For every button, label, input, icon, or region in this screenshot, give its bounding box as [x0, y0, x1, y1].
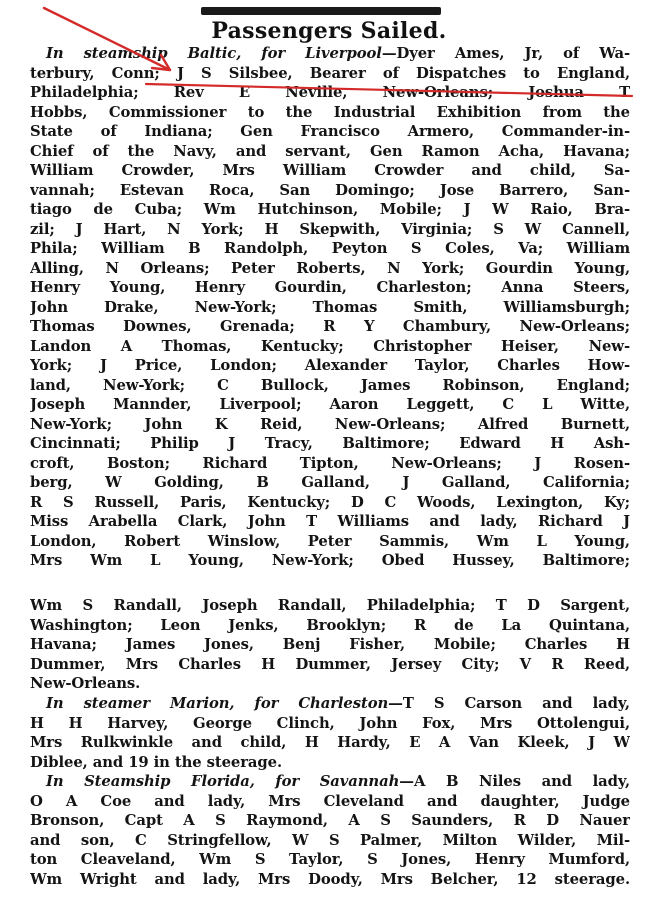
section-baltic-line-9: zil; J Hart, N York; H Skepwith, Virginia; S W Cannell, [30, 220, 630, 238]
section-baltic-line-5: Chief of the Navy, and servant, Gen Ramon Acha, Havana; [30, 142, 630, 160]
section-florida-line-5: Wm Wright and lady, Mrs Doody, Mrs Belcher, 12 steerage. [30, 870, 630, 888]
article-headline: Passengers Sailed. [211, 18, 447, 44]
section-baltic-cont-line-2: Havana; James Jones, Benj Fisher, Mobile; Charles H [30, 636, 630, 653]
section-baltic-line-10: Phila; William B Randolph, Peyton S Coles, Va; William [30, 240, 630, 257]
section-baltic-line-23: R S Russell, Paris, Kentucky; D C Woods, Lexington, Ky; [30, 493, 630, 511]
section-baltic-cont-line-4: New-Orleans. [30, 675, 141, 692]
section-marion-line-0: In steamer Marion, for Charleston—T S Carson and lady, [46, 695, 630, 712]
section-florida-line-0: In Steamship Florida, for Savannah—A B Niles and lady, [46, 773, 630, 790]
section-baltic-line-4: State of Indiana; Gen Francisco Armero, Commander-in- [30, 123, 630, 140]
section-baltic-line-6: William Crowder, Mrs William Crowder and child, Sa- [30, 162, 630, 179]
section-marion-line-3: Diblee, and 19 in the steerage. [30, 753, 283, 771]
section-baltic-line-0: In steamship Baltic, for Liverpool—Dyer Ames, Jr, of Wa- [46, 45, 630, 62]
section-baltic-line-12: Henry Young, Henry Gourdin, Charleston; Anna Steers, [30, 279, 630, 296]
section-baltic-line-24: Miss Arabella Clark, John T Williams and lady, Richard J [30, 513, 630, 530]
section-baltic-line-1: terbury, Conn; J S Silsbee, Bearer of Dispatches to England, [30, 64, 630, 82]
section-florida-line-2: Bronson, Capt A S Raymond, A S Saunders, R D Nauer [30, 812, 630, 829]
section-baltic-line-11: Alling, N Orleans; Peter Roberts, N York; Gourdin Young, [30, 259, 630, 277]
section-florida [30, 772, 630, 889]
section-baltic-line-21: croft, Boston; Richard Tipton, New-Orleans; J Rosen- [30, 454, 630, 472]
section-baltic-cont-line-3: Dummer, Mrs Charles H Dummer, Jersey City; V R Reed, [30, 655, 630, 673]
section-baltic-line-15: Landon A Thomas, Kentucky; Christopher Heiser, New- [30, 337, 630, 355]
section-florida-line-1: O A Coe and lady, Mrs Cleveland and daughter, Judge [30, 792, 630, 810]
section-marion-intro: In steamer Marion, for Charleston [46, 695, 389, 712]
section-marion [30, 694, 630, 772]
section-florida-intro: In Steamship Florida, for Savannah [46, 773, 400, 790]
section-baltic-line-18: Joseph Mannder, Liverpool; Aaron Leggett, C L Witte, [30, 396, 630, 413]
section-baltic-line-2: Philadelphia; Rev E Neville, New-Orleans; Joshua T [30, 84, 630, 101]
section-baltic-continued [30, 596, 630, 694]
section-florida-line-3: and son, C Stringfellow, W S Palmer, Milton Wilder, Mil- [30, 831, 630, 849]
section-florida-line-4: ton Cleaveland, Wm S Taylor, S Jones, Henry Mumford, [30, 851, 630, 868]
section-baltic-cont-line-0: Wm S Randall, Joseph Randall, Philadelphia; T D Sargent, [30, 597, 630, 614]
section-baltic-line-25: London, Robert Winslow, Peter Sammis, Wm L Young, [30, 532, 630, 550]
section-baltic-line-13: John Drake, New-York; Thomas Smith, Williamsburgh; [30, 298, 630, 316]
section-baltic-line-17: land, New-York; C Bullock, James Robinson, England; [30, 376, 630, 394]
section-baltic-line-14: Thomas Downes, Grenada; R Y Chambury, New-Orleans; [30, 318, 630, 335]
section-baltic-line-3: Hobbs, Commissioner to the Industrial Exhibition from the [30, 103, 630, 121]
section-baltic-line-16: York; J Price, London; Alexander Taylor, Charles How- [30, 357, 630, 374]
section-baltic-line-26: Mrs Wm L Young, New-York; Obed Hussey, Baltimore; [30, 552, 630, 569]
section-baltic [30, 44, 630, 571]
section-baltic-line-20: Cincinnati; Philip J Tracy, Baltimore; Edward H Ash- [30, 435, 630, 452]
section-baltic-intro: In steamship Baltic, for Liverpool [46, 45, 382, 62]
section-baltic-line-8: tiago de Cuba; Wm Hutchinson, Mobile; J W Raio, Bra- [30, 201, 630, 218]
section-marion-line-2: Mrs Rulkwinkle and child, H Hardy, E A Van Kleek, J W [30, 734, 630, 751]
section-baltic-line-22: berg, W Golding, B Galland, J Galland, California; [30, 474, 630, 491]
headline-rule [201, 7, 441, 15]
section-baltic-line-7: vannah; Estevan Roca, San Domingo; Jose Barrero, San- [30, 181, 630, 199]
section-marion-line-1: H H Harvey, George Clinch, John Fox, Mrs Ottolengui, [30, 714, 630, 732]
column-break [30, 585, 630, 595]
section-baltic-cont-line-1: Washington; Leon Jenks, Brooklyn; R de La Quintana, [30, 616, 630, 634]
section-baltic-line-19: New-York; John K Reid, New-Orleans; Alfred Burnett, [30, 415, 630, 433]
